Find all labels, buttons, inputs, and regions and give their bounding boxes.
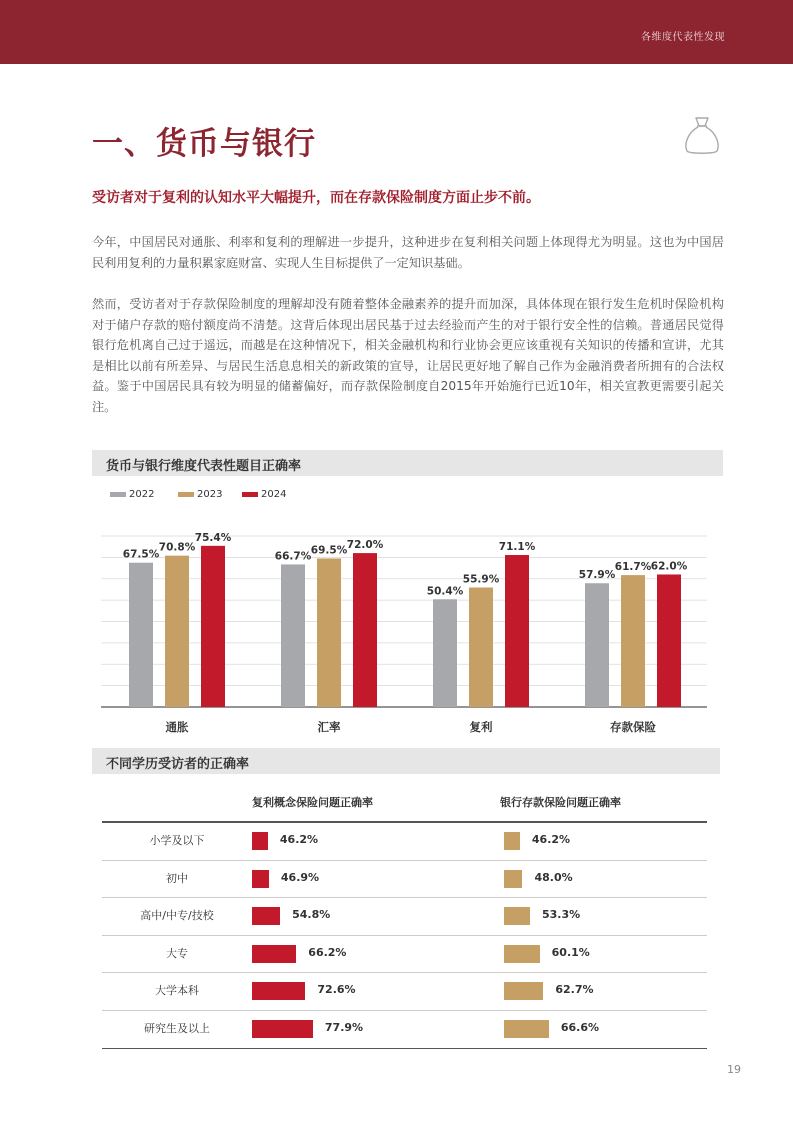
bar-chart [0,520,793,745]
bar-2024-2 [505,555,529,707]
legend-item-2022 [110,489,154,500]
data-label-2022-1: 66.7% [274,550,312,563]
table-bottom-rule [102,1048,707,1050]
deposit-value: 62.7% [555,983,594,997]
data-label-2022-3: 57.9% [578,569,616,582]
legend-item-2024 [242,489,286,500]
compound-bar [252,945,296,963]
bar-2022-0 [129,563,153,707]
section-title: 各维度代表性发现 [641,32,725,43]
page-number: 19 [727,1063,741,1076]
table-col-deposit: 银行存款保险问题正确率 [500,796,621,809]
data-label-2023-1: 69.5% [310,544,348,557]
deposit-bar [504,945,540,963]
data-label-2023-0: 70.8% [158,541,196,554]
deposit-value: 48.0% [534,870,573,884]
table-col-compound: 复利概念保险问题正确率 [252,796,373,809]
category-label-3: 存款保险 [610,720,656,734]
page-title: 一、货币与银行 [92,126,316,162]
paragraph-2: 然而，受访者对于存款保险制度的理解却没有随着整体金融素养的提升而加深，具体体现在银行发生危机时保险机构对于储户存款的赔付额度尚不清楚。这背后体现出居民基于过去经验而产生的对于银行安全性的信赖。普通居民觉得银行危机离自己过于遥远，而越是在这种情况下，相关金融机构和行业协会更应该重视有关知识的传播和宣讲，尤其是相比以前有所差异、与居民生活息息相关的新政策的宣导，让居民更好地了解自己作为金融消费者所拥有的合法权益。鉴于中国居民具有较为明显的储蓄偏好，而存款保险制度自2015年开始施行已近10年，相关宣教更需要引起关注。 [92,297,724,414]
data-label-2024-1: 72.0% [346,539,384,552]
lead-statement: 受访者对于复利的认知水平大幅提升，而在存款保险制度方面止步不前。 [92,190,540,206]
legend-swatch-2023 [178,492,194,497]
data-label-2023-3: 61.7% [614,561,652,574]
bar-2023-3 [621,575,645,707]
compound-value: 77.9% [324,1021,364,1034]
paragraph-1: 今年，中国居民对通胀、利率和复利的理解进一步提升，这种进步在复利相关问题上体现得尤为明显。这也为中国居民利用复利的力量积累家庭财富、实现人生目标提供了一定知识基础。 [92,235,724,270]
chart2-title-bar [92,748,720,774]
deposit-bar [504,907,530,925]
bar-2022-2 [433,599,457,707]
deposit-bar [504,832,520,850]
compound-value: 46.2% [279,833,319,846]
legend-swatch-2024 [242,492,258,497]
chart2-title: 不同学历受访者的正确率 [106,757,250,772]
bar-2022-1 [281,564,305,707]
compound-value: 46.9% [280,870,320,884]
legend-label-2022: 2022 [129,489,155,500]
chart1-title: 货币与银行维度代表性题目正确率 [106,459,302,474]
data-label-2024-3: 62.0% [650,560,688,573]
header-band [0,0,793,64]
education-label: 大学本科 [155,984,199,998]
category-label-0: 通胀 [165,720,189,734]
table-row [102,897,707,934]
data-label-2022-0: 67.5% [122,548,160,561]
education-label: 高中/中专/技校 [140,909,214,923]
education-label: 小学及以下 [149,834,205,847]
legend-swatch-2022 [110,492,126,497]
bar-2023-1 [317,558,341,707]
education-label: 大专 [166,946,188,960]
legend-label-2024: 2024 [261,489,287,500]
education-label: 研究生及以上 [144,1022,210,1035]
compound-bar [252,907,280,925]
bar-2022-3 [585,583,609,707]
table-row [102,822,707,859]
data-label-2023-2: 55.9% [462,573,500,586]
legend-item-2023 [178,489,222,500]
compound-bar [252,870,269,888]
deposit-value: 53.3% [541,908,581,922]
chart1-title-bar [92,450,723,476]
category-label-1: 汇率 [317,720,341,734]
table-row [102,860,707,897]
money-bag-icon [683,114,721,156]
data-label-2024-0: 75.4% [194,531,232,544]
compound-bar [252,982,305,1000]
legend-label-2023: 2023 [197,489,223,500]
compound-value: 54.8% [292,908,331,922]
compound-bar [252,1020,313,1038]
table-row [102,1010,707,1047]
table-row [102,935,707,972]
deposit-bar [504,982,543,1000]
deposit-value: 66.6% [560,1021,600,1034]
compound-bar [252,832,268,850]
bar-2024-3 [657,574,681,707]
category-label-2: 复利 [469,720,493,734]
compound-value: 66.2% [308,945,347,959]
data-label-2024-2: 71.1% [498,541,536,554]
bar-2023-2 [469,588,493,707]
education-label: 初中 [166,871,188,885]
deposit-bar [504,1020,549,1038]
deposit-value: 60.1% [551,945,590,959]
bar-2024-1 [353,553,377,707]
data-label-2022-2: 50.4% [426,585,464,598]
bar-2024-0 [201,546,225,707]
bar-2023-0 [165,556,189,707]
compound-value: 72.6% [317,983,356,997]
table-row [102,972,707,1009]
deposit-value: 46.2% [531,833,571,846]
deposit-bar [504,870,522,888]
